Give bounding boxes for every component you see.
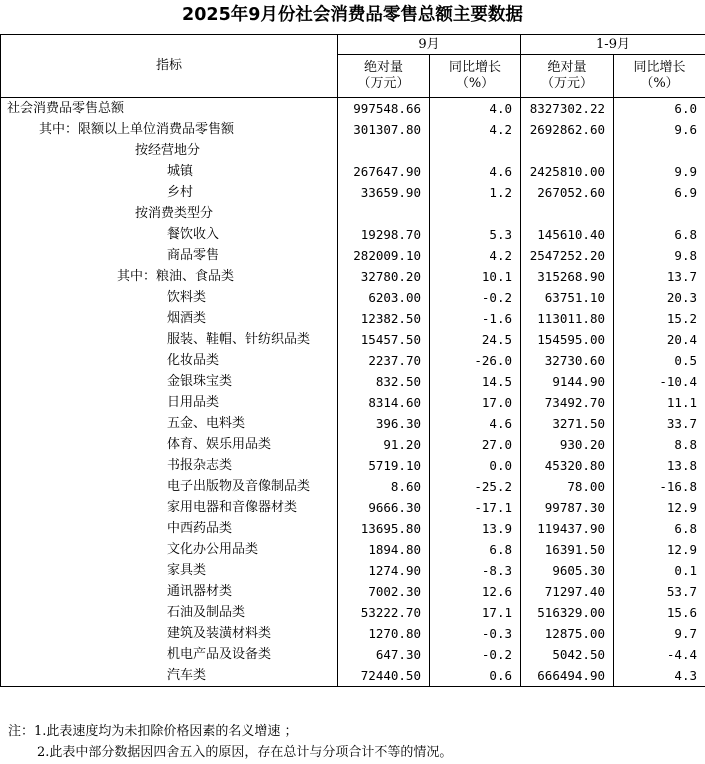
cell-ytd-growth: 20.4	[614, 329, 705, 350]
cell-month-growth: 14.5	[430, 371, 521, 392]
table-row	[1, 581, 705, 602]
cell-month-growth: 4.6	[430, 413, 521, 434]
cell-month-growth: 17.0	[430, 392, 521, 413]
cell-month-absolute: 2237.70	[338, 350, 430, 371]
cell-ytd-growth	[614, 140, 705, 161]
cell-ytd-absolute: 666494.90	[521, 665, 614, 687]
cell-ytd-growth: 12.9	[614, 539, 705, 560]
cell-ytd-absolute: 2692862.60	[521, 119, 614, 140]
header-label: 绝对量	[363, 60, 403, 75]
cell-ytd-growth: 15.6	[614, 602, 705, 623]
table-row	[1, 623, 705, 644]
cell-ytd-absolute: 315268.90	[521, 266, 614, 287]
cell-month-growth: -0.2	[430, 287, 521, 308]
row-label: 家用电器和音像器材类	[1, 497, 338, 518]
cell-ytd-growth: -16.8	[614, 476, 705, 497]
cell-month-growth: 4.6	[430, 161, 521, 182]
cell-ytd-growth: 6.9	[614, 182, 705, 203]
header-ytd-absolute	[521, 55, 614, 98]
cell-ytd-absolute: 145610.40	[521, 224, 614, 245]
table-row	[1, 602, 705, 623]
cell-ytd-growth: 6.0	[614, 98, 705, 120]
row-label: 按消费类型分	[1, 203, 338, 224]
table-row	[1, 119, 705, 140]
cell-month-growth: 4.0	[430, 98, 521, 120]
cell-ytd-growth: 6.8	[614, 224, 705, 245]
cell-month-absolute: 15457.50	[338, 329, 430, 350]
cell-ytd-absolute: 3271.50	[521, 413, 614, 434]
cell-ytd-growth: 11.1	[614, 392, 705, 413]
table-row	[1, 455, 705, 476]
table-row	[1, 644, 705, 665]
cell-month-absolute: 13695.80	[338, 518, 430, 539]
table-row	[1, 434, 705, 455]
cell-month-absolute: 832.50	[338, 371, 430, 392]
cell-ytd-absolute: 119437.90	[521, 518, 614, 539]
table-row	[1, 539, 705, 560]
cell-month-growth: -0.3	[430, 623, 521, 644]
table-row	[1, 182, 705, 203]
page-title: 2025年9月份社会消费品零售总额主要数据	[182, 5, 523, 25]
header-unit: （%）	[455, 76, 495, 91]
cell-ytd-absolute	[521, 203, 614, 224]
cell-month-growth: 24.5	[430, 329, 521, 350]
cell-ytd-absolute: 9605.30	[521, 560, 614, 581]
cell-month-growth: 10.1	[430, 266, 521, 287]
header-unit: （万元）	[540, 76, 593, 91]
cell-month-growth: -1.6	[430, 308, 521, 329]
cell-ytd-absolute: 516329.00	[521, 602, 614, 623]
cell-ytd-absolute: 2547252.20	[521, 245, 614, 266]
cell-ytd-growth: 20.3	[614, 287, 705, 308]
cell-ytd-absolute: 71297.40	[521, 581, 614, 602]
cell-ytd-growth	[614, 203, 705, 224]
footnote-2: 2.此表中部分数据因四舍五入的原因，存在总计与分项合计不等的情况。	[37, 745, 453, 760]
cell-month-growth: -25.2	[430, 476, 521, 497]
cell-ytd-absolute: 113011.80	[521, 308, 614, 329]
cell-month-absolute: 282009.10	[338, 245, 430, 266]
cell-month-absolute: 396.30	[338, 413, 430, 434]
cell-ytd-growth: 15.2	[614, 308, 705, 329]
cell-month-absolute	[338, 140, 430, 161]
table-row	[1, 392, 705, 413]
table-row	[1, 350, 705, 371]
cell-month-growth: 13.9	[430, 518, 521, 539]
row-label: 乡村	[1, 182, 338, 203]
table-row	[1, 161, 705, 182]
header-month-absolute	[338, 55, 430, 98]
header-label: 同比增长	[633, 60, 686, 75]
row-label: 餐饮收入	[1, 224, 338, 245]
table-row	[1, 371, 705, 392]
row-label: 汽车类	[1, 665, 338, 687]
header-month: 9月	[338, 35, 521, 55]
cell-ytd-absolute: 63751.10	[521, 287, 614, 308]
cell-ytd-absolute: 78.00	[521, 476, 614, 497]
cell-ytd-growth: 9.7	[614, 623, 705, 644]
cell-month-absolute: 33659.90	[338, 182, 430, 203]
cell-month-growth: 0.0	[430, 455, 521, 476]
cell-month-absolute: 32780.20	[338, 266, 430, 287]
cell-ytd-growth: 13.7	[614, 266, 705, 287]
cell-month-growth: 4.2	[430, 245, 521, 266]
cell-month-growth	[430, 140, 521, 161]
row-label: 其中：限额以上单位消费品零售额	[1, 119, 338, 140]
header-month-growth	[430, 55, 521, 98]
cell-ytd-absolute: 9144.90	[521, 371, 614, 392]
header-ytd-growth	[614, 55, 705, 98]
data-table-wrapper	[0, 34, 705, 687]
row-label: 体育、娱乐用品类	[1, 434, 338, 455]
row-label: 商品零售	[1, 245, 338, 266]
cell-month-absolute: 12382.50	[338, 308, 430, 329]
cell-ytd-growth: 53.7	[614, 581, 705, 602]
cell-ytd-growth: 4.3	[614, 665, 705, 687]
row-label: 饮料类	[1, 287, 338, 308]
cell-ytd-absolute: 2425810.00	[521, 161, 614, 182]
table-row	[1, 497, 705, 518]
row-label: 烟酒类	[1, 308, 338, 329]
row-label: 建筑及装潢材料类	[1, 623, 338, 644]
table-row	[1, 308, 705, 329]
table-row	[1, 560, 705, 581]
row-label: 家具类	[1, 560, 338, 581]
row-label: 金银珠宝类	[1, 371, 338, 392]
footnotes	[8, 721, 698, 763]
cell-month-absolute: 1894.80	[338, 539, 430, 560]
cell-month-growth: 12.6	[430, 581, 521, 602]
cell-ytd-growth: -10.4	[614, 371, 705, 392]
table-row	[1, 518, 705, 539]
cell-ytd-absolute: 99787.30	[521, 497, 614, 518]
cell-ytd-absolute: 16391.50	[521, 539, 614, 560]
cell-ytd-growth: 0.1	[614, 560, 705, 581]
table-body	[1, 98, 705, 687]
cell-month-absolute: 5719.10	[338, 455, 430, 476]
row-label: 城镇	[1, 161, 338, 182]
cell-ytd-growth: 33.7	[614, 413, 705, 434]
row-label: 化妆品类	[1, 350, 338, 371]
cell-month-absolute: 9666.30	[338, 497, 430, 518]
cell-month-absolute: 6203.00	[338, 287, 430, 308]
header-label: 绝对量	[547, 60, 587, 75]
cell-month-growth: 17.1	[430, 602, 521, 623]
cell-month-absolute: 91.20	[338, 434, 430, 455]
cell-ytd-growth: 13.8	[614, 455, 705, 476]
cell-month-growth: -8.3	[430, 560, 521, 581]
cell-ytd-absolute: 12875.00	[521, 623, 614, 644]
cell-ytd-absolute: 32730.60	[521, 350, 614, 371]
cell-ytd-growth: 8.8	[614, 434, 705, 455]
table-row	[1, 140, 705, 161]
cell-ytd-absolute: 930.20	[521, 434, 614, 455]
cell-month-absolute: 53222.70	[338, 602, 430, 623]
cell-month-absolute: 301307.80	[338, 119, 430, 140]
row-label: 书报杂志类	[1, 455, 338, 476]
header-unit: （%）	[640, 76, 679, 91]
cell-month-absolute: 7002.30	[338, 581, 430, 602]
header-label: 同比增长	[448, 60, 501, 75]
cell-ytd-absolute: 73492.70	[521, 392, 614, 413]
table-row	[1, 413, 705, 434]
header-ytd: 1-9月	[521, 35, 705, 55]
cell-month-absolute: 647.30	[338, 644, 430, 665]
cell-month-growth: -26.0	[430, 350, 521, 371]
cell-month-absolute: 1274.90	[338, 560, 430, 581]
row-label: 石油及制品类	[1, 602, 338, 623]
row-label: 通讯器材类	[1, 581, 338, 602]
row-label: 社会消费品零售总额	[1, 98, 338, 120]
row-label: 服装、鞋帽、针纺织品类	[1, 329, 338, 350]
cell-month-growth: 4.2	[430, 119, 521, 140]
cell-month-growth: -0.2	[430, 644, 521, 665]
cell-ytd-growth: 9.8	[614, 245, 705, 266]
table-row	[1, 203, 705, 224]
data-table	[0, 34, 705, 687]
cell-month-growth: 6.8	[430, 539, 521, 560]
cell-ytd-growth: 9.6	[614, 119, 705, 140]
row-label: 其中：粮油、食品类	[1, 266, 338, 287]
cell-ytd-absolute: 267052.60	[521, 182, 614, 203]
header-unit: （万元）	[357, 76, 410, 91]
table-row	[1, 287, 705, 308]
row-label: 文化办公用品类	[1, 539, 338, 560]
row-label: 电子出版物及音像制品类	[1, 476, 338, 497]
cell-ytd-absolute: 8327302.22	[521, 98, 614, 120]
cell-month-absolute: 267647.90	[338, 161, 430, 182]
table-row	[1, 224, 705, 245]
cell-month-absolute: 1270.80	[338, 623, 430, 644]
cell-month-growth: 27.0	[430, 434, 521, 455]
row-label: 按经营地分	[1, 140, 338, 161]
cell-month-absolute: 8314.60	[338, 392, 430, 413]
cell-month-absolute: 997548.66	[338, 98, 430, 120]
cell-ytd-absolute: 5042.50	[521, 644, 614, 665]
cell-month-absolute	[338, 203, 430, 224]
cell-ytd-absolute: 45320.80	[521, 455, 614, 476]
cell-month-absolute: 8.60	[338, 476, 430, 497]
table-row	[1, 329, 705, 350]
row-label: 五金、电料类	[1, 413, 338, 434]
cell-ytd-growth: -4.4	[614, 644, 705, 665]
cell-month-growth	[430, 203, 521, 224]
table-row	[1, 665, 705, 687]
cell-month-absolute: 72440.50	[338, 665, 430, 687]
table-row	[1, 476, 705, 497]
cell-ytd-growth: 6.8	[614, 518, 705, 539]
cell-month-absolute: 19298.70	[338, 224, 430, 245]
row-label: 日用品类	[1, 392, 338, 413]
cell-month-growth: 1.2	[430, 182, 521, 203]
cell-ytd-absolute: 154595.00	[521, 329, 614, 350]
cell-ytd-growth: 0.5	[614, 350, 705, 371]
table-row	[1, 98, 705, 120]
table-row	[1, 245, 705, 266]
table-header	[1, 35, 705, 98]
table-row	[1, 266, 705, 287]
footnote-1: 注：1.此表速度均为未扣除价格因素的名义增速 ；	[8, 724, 298, 739]
row-label: 机电产品及设备类	[1, 644, 338, 665]
cell-ytd-absolute	[521, 140, 614, 161]
cell-month-growth: 5.3	[430, 224, 521, 245]
cell-month-growth: 0.6	[430, 665, 521, 687]
cell-ytd-growth: 12.9	[614, 497, 705, 518]
row-label: 中西药品类	[1, 518, 338, 539]
header-indicator: 指标	[1, 35, 338, 98]
cell-month-growth: -17.1	[430, 497, 521, 518]
cell-ytd-growth: 9.9	[614, 161, 705, 182]
